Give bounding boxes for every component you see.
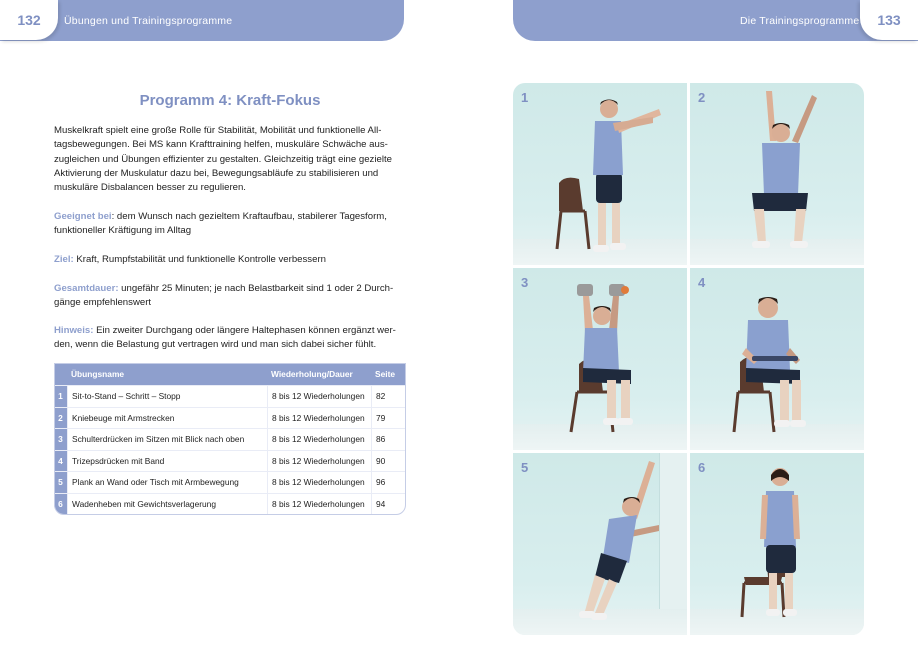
duration-text: gänge empfehlenswert — [54, 297, 152, 309]
photo-number: 5 — [521, 460, 529, 475]
table-row — [54, 407, 406, 429]
intro-paragraph — [54, 124, 406, 195]
row-exercise-name: Kniebeuge mit Armstrecken — [67, 408, 267, 429]
goal-paragraph — [54, 253, 406, 267]
program-title: Programm 4: Kraft-Fokus — [139, 92, 321, 109]
table-row — [54, 493, 406, 515]
exercise-photo-grid — [513, 83, 864, 635]
row-page: 86 — [371, 429, 406, 450]
suitable-text: funktioneller Kräftigung im Alltag — [54, 225, 192, 237]
note-label: Hinweis: — [54, 325, 94, 336]
suitable-paragraph — [54, 210, 406, 239]
row-page: 94 — [371, 494, 406, 515]
person-wall-plank-figure — [513, 453, 687, 635]
row-exercise-name: Trizepsdrücken mit Band — [67, 451, 267, 472]
row-reps: 8 bis 12 Wiederholungen — [267, 451, 371, 472]
intro-line: muskuläre Disbalancen besser zu regulieren. — [54, 182, 246, 194]
photo-number: 2 — [698, 90, 706, 105]
photo-number: 1 — [521, 90, 529, 105]
intro-line: zugleichen und Übungen effizienter zu gestalten. Gleichzeitig trägt eine gezielte — [54, 153, 392, 165]
exercise-table — [54, 363, 406, 514]
intro-line: tagsbewegungen. Bei MS kann Krafttraining helfen, muskuläre Schwäche aus- — [54, 139, 388, 151]
exercise-photo-6 — [690, 453, 864, 635]
row-exercise-name: Sit-to-Stand – Schritt – Stopp — [67, 386, 267, 407]
suitable-text: : dem Wunsch nach gezieltem Kraftaufbau, stabilerer Tagesform, — [111, 211, 387, 222]
row-exercise-name: Wadenheben mit Gewichtsverlagerung — [67, 494, 267, 515]
row-number: 5 — [54, 472, 67, 493]
row-reps: 8 bis 12 Wiederholungen — [267, 472, 371, 493]
table-header-reps: Wiederholung/Dauer — [271, 369, 353, 379]
suitable-label: Geeignet bei — [54, 211, 112, 222]
row-number: 4 — [54, 451, 67, 472]
table-row — [54, 385, 406, 407]
note-text: den, wenn die Belastung gut vertragen wird und man sich dabei sicher fühlt. — [54, 339, 377, 351]
right-page-number: 133 — [860, 0, 918, 40]
duration-label: Gesamtdauer: — [54, 283, 119, 294]
row-number: 3 — [54, 429, 67, 450]
goal-text: Kraft, Rumpfstabilität und funktionelle Kontrolle verbessern — [73, 254, 326, 265]
intro-line: Aktivierung der Muskulatur dazu bei, Bewegungsabläufe zu stabilisieren und — [54, 167, 379, 179]
photo-number: 4 — [698, 275, 706, 290]
row-page: 82 — [371, 386, 406, 407]
exercise-photo-1 — [513, 83, 687, 265]
table-header-row — [54, 363, 406, 385]
row-reps: 8 bis 12 Wiederholungen — [267, 386, 371, 407]
left-page-number: 132 — [0, 0, 58, 40]
intro-line: Muskelkraft spielt eine große Rolle für Stabilität, Mobilität und funktionelle All- — [54, 125, 382, 136]
table-header-name: Übungsname — [71, 369, 125, 379]
row-page: 79 — [371, 408, 406, 429]
note-text: Ein zweiter Durchgang oder längere Haltephasen können ergänzt wer- — [93, 325, 396, 336]
table-header-page: Seite — [375, 369, 396, 379]
row-reps: 8 bis 12 Wiederholungen — [267, 408, 371, 429]
right-header-title: Die Trainingsprogramme — [740, 15, 860, 27]
person-calf-raise-figure — [690, 453, 864, 635]
row-page: 96 — [371, 472, 406, 493]
exercise-photo-5 — [513, 453, 687, 635]
table-row — [54, 450, 406, 472]
photo-number: 3 — [521, 275, 529, 290]
exercise-photo-2 — [690, 83, 864, 265]
row-number: 6 — [54, 494, 67, 515]
person-seated-shoulder-press-figure — [513, 268, 687, 450]
row-number: 2 — [54, 408, 67, 429]
exercise-photo-3 — [513, 268, 687, 450]
exercise-photo-4 — [690, 268, 864, 450]
table-row — [54, 428, 406, 450]
left-header-title: Übungen und Trainingsprogramme — [64, 15, 233, 27]
person-seated-triceps-band-figure — [690, 268, 864, 450]
row-reps: 8 bis 12 Wiederholungen — [267, 429, 371, 450]
duration-paragraph — [54, 282, 406, 311]
row-exercise-name: Schulterdrücken im Sitzen mit Blick nach oben — [67, 429, 267, 450]
table-header-number — [54, 363, 67, 385]
note-paragraph — [54, 324, 406, 353]
person-standing-arms-forward-figure — [513, 83, 687, 265]
row-page: 90 — [371, 451, 406, 472]
row-reps: 8 bis 12 Wiederholungen — [267, 494, 371, 515]
table-row — [54, 471, 406, 493]
person-squat-arms-up-figure — [690, 83, 864, 265]
duration-text: ungefähr 25 Minuten; je nach Belastbarkeit sind 1 oder 2 Durch- — [118, 283, 394, 294]
goal-label: Ziel: — [54, 254, 74, 265]
row-exercise-name: Plank an Wand oder Tisch mit Armbewegung — [67, 472, 267, 493]
row-number: 1 — [54, 386, 67, 407]
photo-number: 6 — [698, 460, 706, 475]
